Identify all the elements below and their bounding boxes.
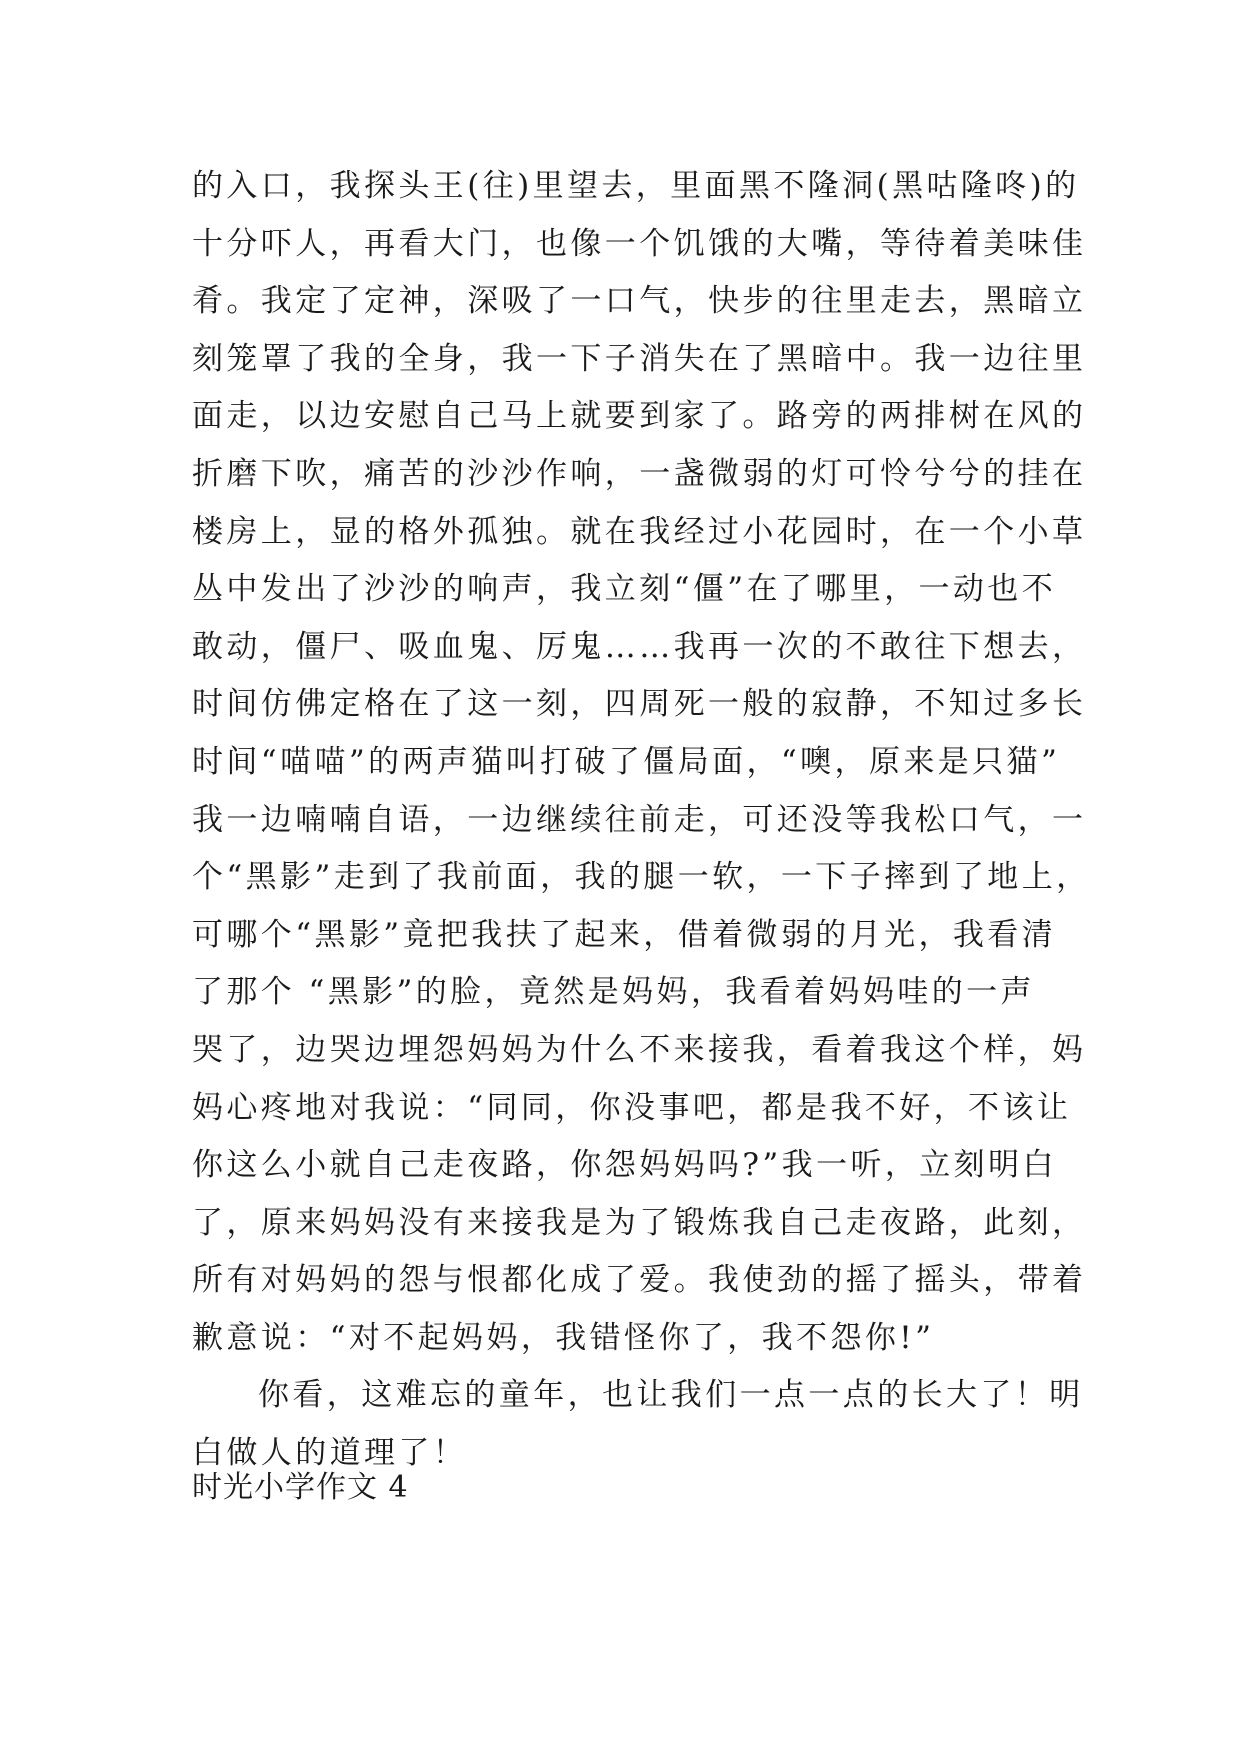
text-line: 可哪个“黑影”竟把我扶了起来，借着微弱的月光，我看清 (192, 916, 1057, 953)
text-line: 时间“喵喵”的两声猫叫打破了僵局面，“噢，原来是只猫” (192, 743, 1061, 780)
section-heading: 时光小学作文 4 (192, 1470, 409, 1505)
text-line: 你这么小就自己走夜路，你怨妈妈吗?”我一听，立刻明白 (192, 1147, 1057, 1184)
text-line: 刻笼罩了我的全身，我一下子消失在了黑暗中。我一边往里 (192, 340, 1087, 377)
text-line: 的入口，我探头王(往)里望去，里面黑不隆洞(黑咕隆咚)的 (192, 168, 1080, 204)
text-line: 敢动，僵尸、吸血鬼、厉鬼……我再一次的不敢往下想去， (192, 628, 1087, 665)
text-line: 我一边喃喃自语，一边继续往前走，可还没等我松口气，一 (192, 801, 1087, 838)
text-line: 所有对妈妈的怨与恨都化成了爱。我使劲的摇了摇头，带着 (192, 1262, 1087, 1299)
paragraph (192, 158, 1091, 1367)
text-line: 你看，这难忘的童年，也让我们一点一点的长大了！明 (258, 1377, 1084, 1414)
text-line: 个“黑影”走到了我前面，我的腿一软，一下子摔到了地上， (192, 859, 1091, 896)
text-line: 妈心疼地对我说：“同同，你没事吧，都是我不好，不该让 (192, 1089, 1072, 1126)
text-line: 哭了，边哭边埋怨妈妈为什么不来接我，看着我这个样，妈 (192, 1031, 1087, 1068)
text-line: 时间仿佛定格在了这一刻，四周死一般的寂静，不知过多长 (192, 686, 1087, 723)
text-line: 丛中发出了沙沙的响声，我立刻“僵”在了哪里，一动也不 (192, 571, 1057, 608)
text-line: 楼房上，显的格外孤独。就在我经过小花园时，在一个小草 (192, 513, 1087, 550)
text-line: 了那个 “黑影”的脸，竟然是妈妈，我看着妈妈哇的一声 (192, 974, 1035, 1011)
text-line: 了，原来妈妈没有来接我是为了锻炼我自己走夜路，此刻， (192, 1204, 1087, 1241)
text-line: 歉意说：“对不起妈妈，我错怪你了，我不怨你!” (192, 1319, 935, 1356)
text-line: 折磨下吹，痛苦的沙沙作响，一盏微弱的灯可怜兮兮的挂在 (192, 455, 1087, 492)
text-line: 白做人的道理了！ (192, 1435, 468, 1472)
essay-body (192, 158, 1091, 1483)
text-line: 肴。我定了定神，深吸了一口气，快步的往里走去，黑暗立 (192, 283, 1087, 320)
text-line: 面走，以边安慰自己马上就要到家了。路旁的两排树在风的 (192, 398, 1087, 435)
text-line: 十分吓人，再看大门，也像一个饥饿的大嘴，等待着美味佳 (192, 225, 1087, 262)
